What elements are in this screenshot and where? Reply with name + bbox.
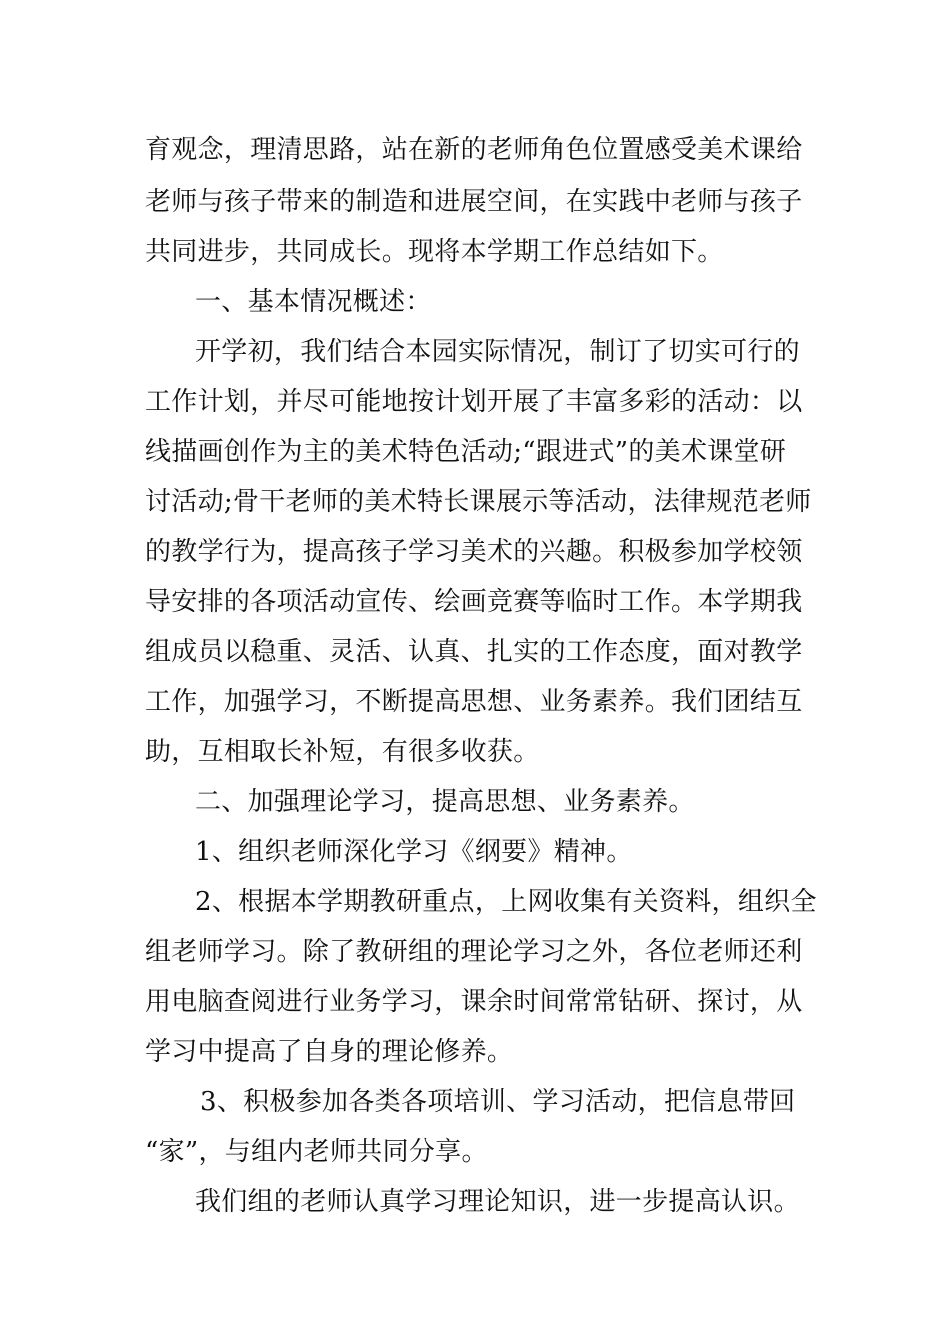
list-item: 1、组织老师深化学习《纲要》精神。 <box>195 837 633 867</box>
text-line: 讨活动;骨干老师的美术特长课展示等活动，法律规范老师 <box>145 487 812 517</box>
text-line: 的教学行为，提高孩子学习美术的兴趣。积极参加学校领 <box>145 537 803 567</box>
section-heading: 一、基本情况概述： <box>195 287 432 317</box>
text-line: 导安排的各项活动宣传、绘画竞赛等临时工作。本学期我 <box>145 587 803 617</box>
text-line: 组老师学习。除了教研组的理论学习之外，各位老师还利 <box>145 937 803 967</box>
text-line: 共同进步，共同成长。现将本学期工作总结如下。 <box>145 237 724 267</box>
text-line: 育观念，理清思路，站在新的老师角色位置感受美术课给 <box>145 135 803 165</box>
text-line: 工作计划，并尽可能地按计划开展了丰富多彩的活动：以 <box>145 387 803 417</box>
text-line: “家”，与组内老师共同分享。 <box>145 1137 488 1167</box>
text-line: 用电脑查阅进行业务学习，课余时间常常钻研、探讨，从 <box>145 987 803 1017</box>
section-heading: 二、加强理论学习，提高思想、业务素养。 <box>195 787 695 817</box>
text-line: 老师与孩子带来的制造和进展空间，在实践中老师与孩子 <box>145 187 803 217</box>
text-line: 线描画创作为主的美术特色活动;“跟进式”的美术课堂研 <box>145 437 787 467</box>
list-item: 3、积极参加各类各项培训、学习活动，把信息带回 <box>200 1087 796 1117</box>
text-line: 我们组的老师认真学习理论知识，进一步提高认识。 <box>195 1187 800 1217</box>
list-item: 2、根据本学期教研重点，上网收集有关资料，组织全 <box>195 887 817 917</box>
text-line: 学习中提高了自身的理论修养。 <box>145 1037 514 1067</box>
text-line: 工作，加强学习，不断提高思想、业务素养。我们团结互 <box>145 687 803 717</box>
text-line: 组成员以稳重、灵活、认真、扎实的工作态度，面对教学 <box>145 637 803 667</box>
text-line: 开学初，我们结合本园实际情况，制订了切实可行的 <box>195 337 800 367</box>
text-line: 助，互相取长补短，有很多收获。 <box>145 737 540 767</box>
